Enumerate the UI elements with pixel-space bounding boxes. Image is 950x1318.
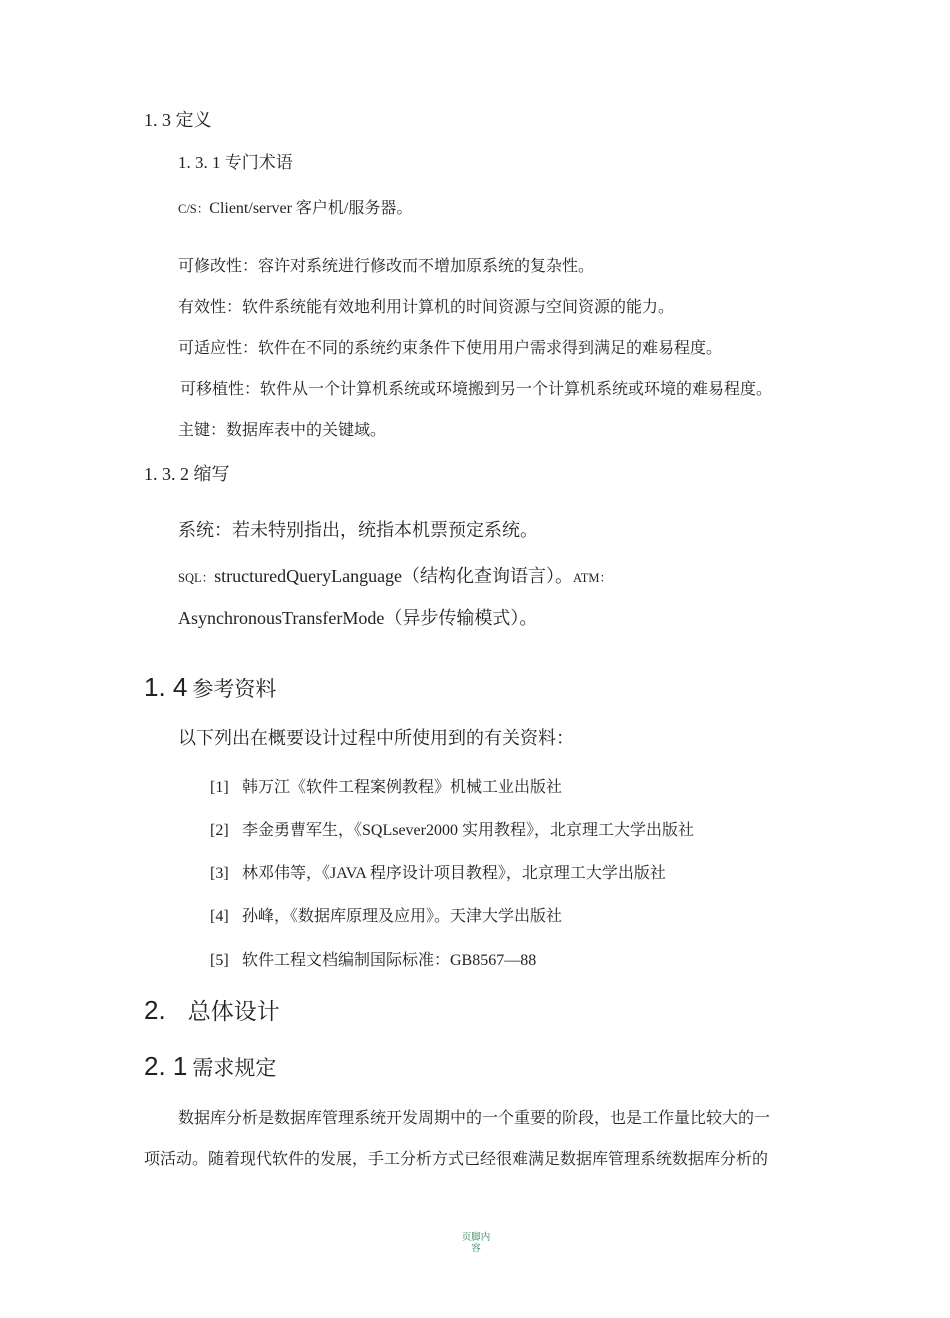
section-1-3-1-heading: 1. 3. 1 专门术语 xyxy=(178,153,293,172)
reference-number: [1] xyxy=(210,779,229,796)
reference-text: 孙峰，《数据库原理及应用》。天津大学出版社 xyxy=(242,908,563,925)
reference-item-3 xyxy=(210,864,666,883)
page-footer xyxy=(456,1233,496,1256)
reference-number: [5] xyxy=(210,952,229,969)
term-cs xyxy=(178,199,412,218)
section-2-heading xyxy=(144,995,280,1026)
reference-item-4 xyxy=(210,907,562,926)
term-cs-text: Client/server 客户机/服务器。 xyxy=(209,200,413,217)
term-primary-key: 主键：数据库表中的关键域。 xyxy=(178,422,387,439)
abbr-atm-prefix: ATM： xyxy=(573,571,612,585)
term-cs-prefix: C/S： xyxy=(178,202,210,216)
section-1-3-2-heading: 1. 3. 2 缩写 xyxy=(144,464,230,484)
section-2-number: 2. xyxy=(144,995,166,1025)
footer-line-2: 容 xyxy=(471,1244,481,1255)
paragraph-line-1: 数据库分析是数据库管理系统开发周期中的一个重要的阶段，也是工作量比较大的一 xyxy=(178,1110,771,1127)
reference-text: 韩万江《软件工程案例教程》机械工业出版社 xyxy=(242,779,563,796)
term-efficiency: 有效性：软件系统能有效地利用计算机的时间资源与空间资源的能力。 xyxy=(178,299,675,316)
abbr-sql-prefix: SQL： xyxy=(178,571,215,585)
paragraph-line-2: 项活动。随着现代软件的发展，手工分析方式已经很难满足数据库管理系统数据库分析的 xyxy=(144,1151,769,1168)
reference-number: [3] xyxy=(210,865,229,882)
section-1-3-heading: 1. 3 定义 xyxy=(144,110,212,130)
section-1-4-heading xyxy=(144,672,276,703)
reference-text: 李金勇曹军生，《SQLsever2000 实用教程》，北京理工大学出版社 xyxy=(242,822,694,839)
section-2-title: 总体设计 xyxy=(187,999,280,1024)
reference-number: [4] xyxy=(210,908,229,925)
reference-item-5 xyxy=(210,951,536,970)
abbr-system: 系统：若未特别指出，统指本机票预定系统。 xyxy=(178,520,538,540)
section-2-1-heading xyxy=(144,1051,276,1082)
term-modifiability: 可修改性：容许对系统进行修改而不增加原系统的复杂性。 xyxy=(178,258,595,275)
term-adaptability: 可适应性：软件在不同的系统约束条件下使用用户需求得到满足的难易程度。 xyxy=(178,340,723,357)
section-2-1-title: 需求规定 xyxy=(192,1056,277,1080)
references-intro: 以下列出在概要设计过程中所使用到的有关资料： xyxy=(178,728,574,748)
reference-item-1 xyxy=(210,778,562,797)
reference-item-2 xyxy=(210,821,694,840)
term-portability: 可移植性：软件从一个计算机系统或环境搬到另一个计算机系统或环境的难易程度。 xyxy=(180,381,773,398)
abbr-sql-text: structuredQueryLanguage（结构化查询语言）。 xyxy=(214,566,574,586)
reference-text: 林邓伟等，《JAVA 程序设计项目教程》，北京理工大学出版社 xyxy=(242,865,666,882)
footer-line-1: 页脚内 xyxy=(461,1233,491,1243)
abbr-atm-text: AsynchronousTransferMode（异步传输模式）。 xyxy=(178,608,538,628)
section-2-1-number: 2. 1 xyxy=(144,1051,188,1081)
reference-text: 软件工程文档编制国际标准：GB8567—88 xyxy=(242,952,537,969)
section-1-4-title: 参考资料 xyxy=(192,677,277,701)
abbr-sql xyxy=(178,566,612,588)
section-1-4-number: 1. 4 xyxy=(144,672,188,702)
reference-number: [2] xyxy=(210,822,229,839)
